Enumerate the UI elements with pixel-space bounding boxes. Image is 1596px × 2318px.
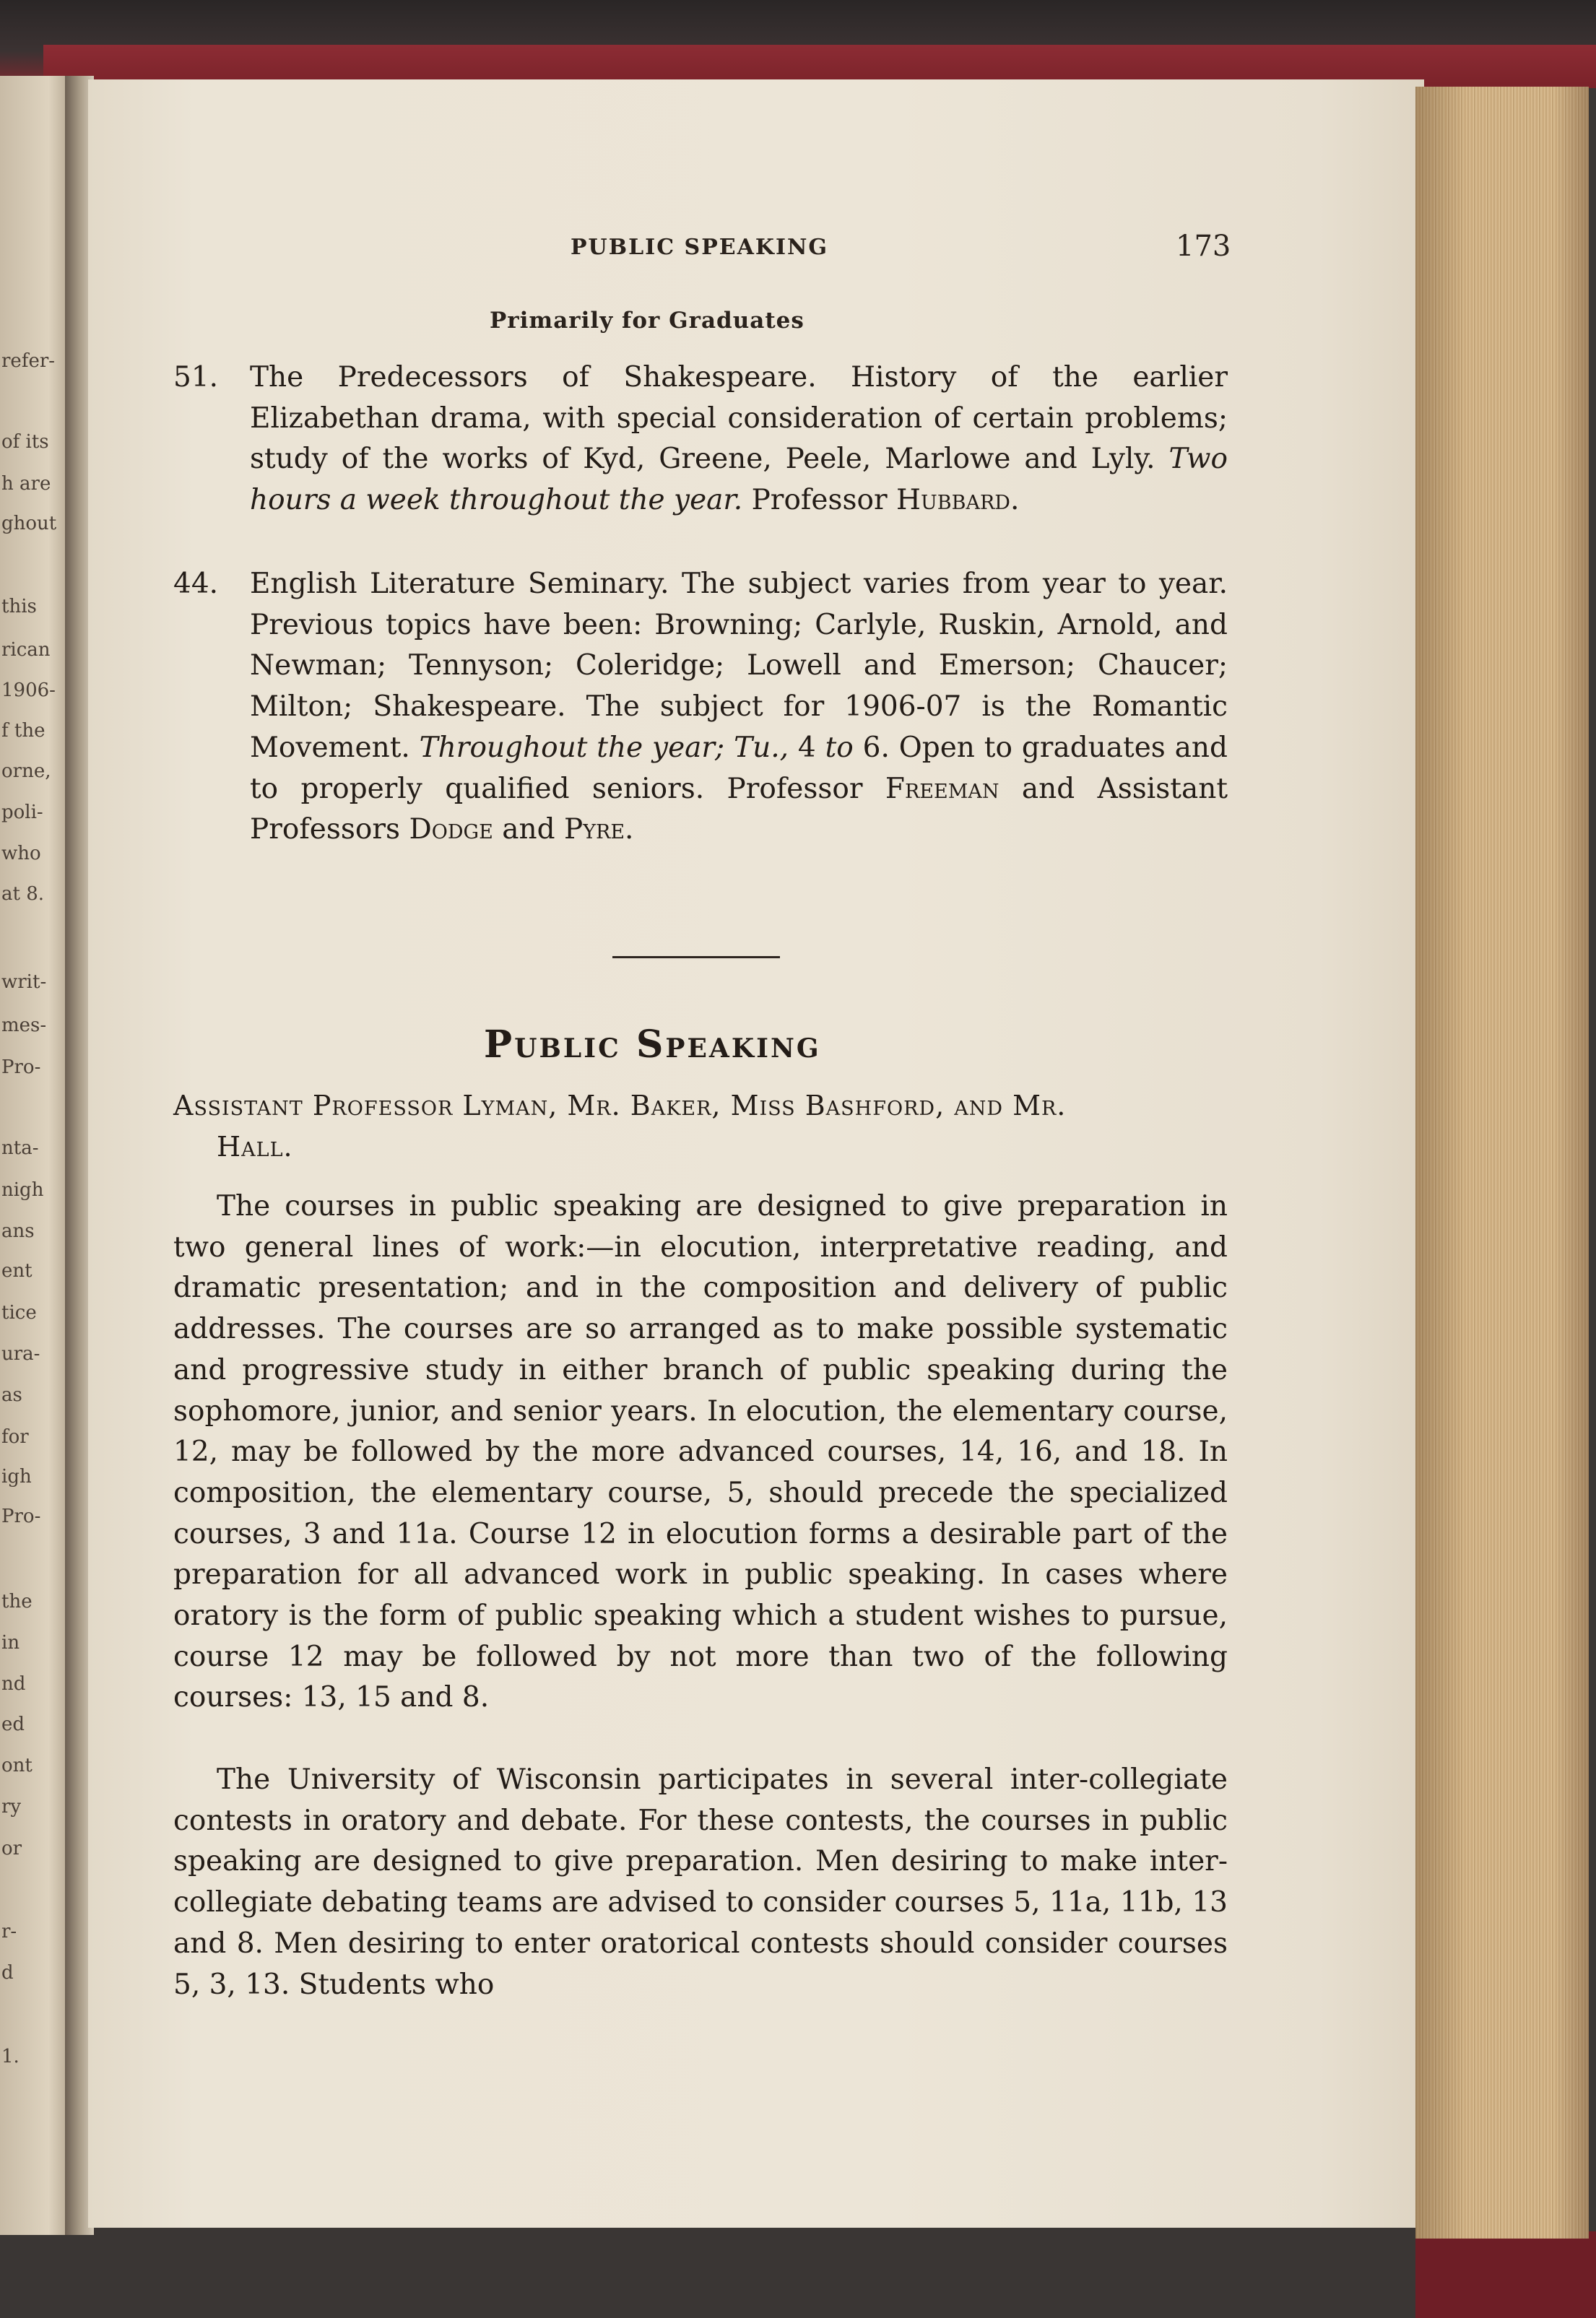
facing-page-edge	[0, 76, 69, 2235]
facing-page-fragment: ura-	[1, 1343, 40, 1365]
facing-page-fragment: ans	[1, 1220, 35, 1242]
facing-page-fragment: nta-	[1, 1137, 39, 1159]
course-instructor: Freeman	[885, 772, 999, 805]
course-schedule: 6.	[853, 731, 890, 764]
page-number: 173	[1176, 230, 1231, 263]
course-text: .	[1010, 484, 1020, 517]
facing-page-fragment: nd	[1, 1673, 26, 1695]
course-text: English Literature Seminary. The subject varies from year to year. Previous topics have been: Browning; Carlyle, Ruskin, Arnold, and Newman; Tennyson; Coleridge; Lowell and Emerson; Chaucer; Milton; Shakespeare. The subject for 1906-07 is the Romantic Movement.	[250, 568, 1228, 764]
body-paragraph: The courses in public speaking are designed to give preparation in two general lines of work:—in elocution, interpretative reading, and dramatic presentation; and in the composition and delivery of public addresses. The courses are so arranged as to make possible systematic and progressive study in either branch of public speaking during the sophomore, junior, and senior years. In elocution, the elementary course, 12, may be followed by the more advanced courses, 14, 16, and 18. In composition, the elementary course, 5, should precede the specialized courses, 3 and 11a. Course 12 in elocution forms a desirable part of the preparation for all advanced work in public speaking. In cases where oratory is the form of public speaking which a student wishes to pursue, course 12 may be followed by not more than two of the following courses: 13, 15 and 8.	[173, 1190, 1228, 1714]
course-instructor: Pyre	[563, 813, 625, 846]
facing-page-fragment: who	[1, 843, 41, 864]
running-header: PUBLIC SPEAKING	[571, 235, 829, 260]
course-text: The Predecessors of Shakespeare. History of the earlier Elizabethan drama, with special consideration of certain problems; study of the works of Kyd, Greene, Peele, Marlowe and Lyly.	[250, 361, 1228, 476]
facing-page-fragment: nigh	[1, 1179, 44, 1201]
body-paragraph: The University of Wisconsin participates in several inter-collegiate contests in oratory and debate. For these contests, the courses in public speaking are designed to give preparation. Men desiring to make inter-collegiate debating teams are advised to consider courses 5, 11a, 11b, 13 and 8. Men desiring to enter oratorical contests should consider courses 5, 3, 13. Students who	[173, 1763, 1228, 2001]
course-schedule: Two hours a week throughout the year.	[250, 443, 1228, 517]
course-entry-44	[173, 564, 1228, 851]
faculty-line: Hall.	[217, 1131, 293, 1163]
facing-page-fragment: writ-	[1, 971, 47, 993]
section-heading: Public Speaking	[484, 1023, 821, 1067]
facing-page-fragment: mes-	[1, 1015, 47, 1036]
facing-page-fragment: ed	[1, 1714, 25, 1735]
facing-page-fragment: this	[1, 596, 37, 617]
faculty-list	[173, 1085, 1228, 1168]
course-description	[250, 357, 1228, 521]
facing-page-fragment: Pro-	[1, 1506, 41, 1527]
facing-page-fragment: ghout	[1, 513, 57, 534]
course-text: and Assistant Professors	[250, 772, 1228, 846]
course-schedule: 4	[789, 731, 825, 764]
course-description	[250, 564, 1228, 851]
facing-page-fragment: h are	[1, 473, 51, 495]
course-entry-51	[173, 357, 1228, 521]
facing-page-fragment: 1906-	[1, 680, 56, 701]
course-text: .	[625, 813, 634, 846]
course-schedule: to	[825, 731, 854, 764]
facing-page-fragment: tice	[1, 1302, 37, 1324]
course-text: and	[493, 813, 564, 846]
book-cover-corner	[1415, 2231, 1596, 2318]
facing-page-fragment: ent	[1, 1260, 32, 1282]
facing-page-fragment: r-	[1, 1921, 17, 1942]
facing-page-fragment: the	[1, 1591, 32, 1612]
facing-page-fragment: ont	[1, 1755, 32, 1776]
facing-page-fragment: of its	[1, 431, 49, 453]
facing-page-fragment: igh	[1, 1466, 32, 1488]
subheading-primarily-for-graduates: Primarily for Graduates	[490, 308, 804, 334]
facing-page-fragment: 1.	[1, 2046, 19, 2067]
facing-page-fragment: as	[1, 1384, 22, 1406]
facing-page-fragment: rican	[1, 639, 51, 661]
course-number: 44.	[173, 568, 219, 600]
facing-page-fragment: in	[1, 1632, 20, 1654]
facing-page-fragment: refer-	[1, 350, 56, 372]
course-text: Open to graduates and to properly qualified seniors. Professor	[250, 731, 1228, 805]
course-instructor: Hubbard	[896, 484, 1010, 517]
facing-page-fragment: ry	[1, 1796, 22, 1818]
page-block-shade	[1415, 87, 1589, 2239]
facing-page-fragment: d	[1, 1962, 14, 1984]
course-number: 51.	[173, 361, 219, 394]
course-instructor: Dodge	[409, 813, 493, 846]
facing-page-fragment: poli-	[1, 802, 43, 823]
facing-page-fragment: orne,	[1, 760, 51, 782]
course-schedule: Throughout the year; Tu.,	[419, 731, 789, 764]
facing-page-fragment: at 8.	[1, 883, 45, 905]
facing-page-fragment: f the	[1, 720, 45, 742]
faculty-line: Assistant Professor Lyman, Mr. Baker, Miss Bashford, and Mr.	[173, 1090, 1067, 1121]
facing-page-fragment: Pro-	[1, 1056, 41, 1078]
facing-page-fragment: for	[1, 1426, 29, 1448]
course-text: Professor	[742, 484, 896, 517]
section-divider	[612, 956, 780, 958]
facing-page-fragment: or	[1, 1838, 22, 1859]
